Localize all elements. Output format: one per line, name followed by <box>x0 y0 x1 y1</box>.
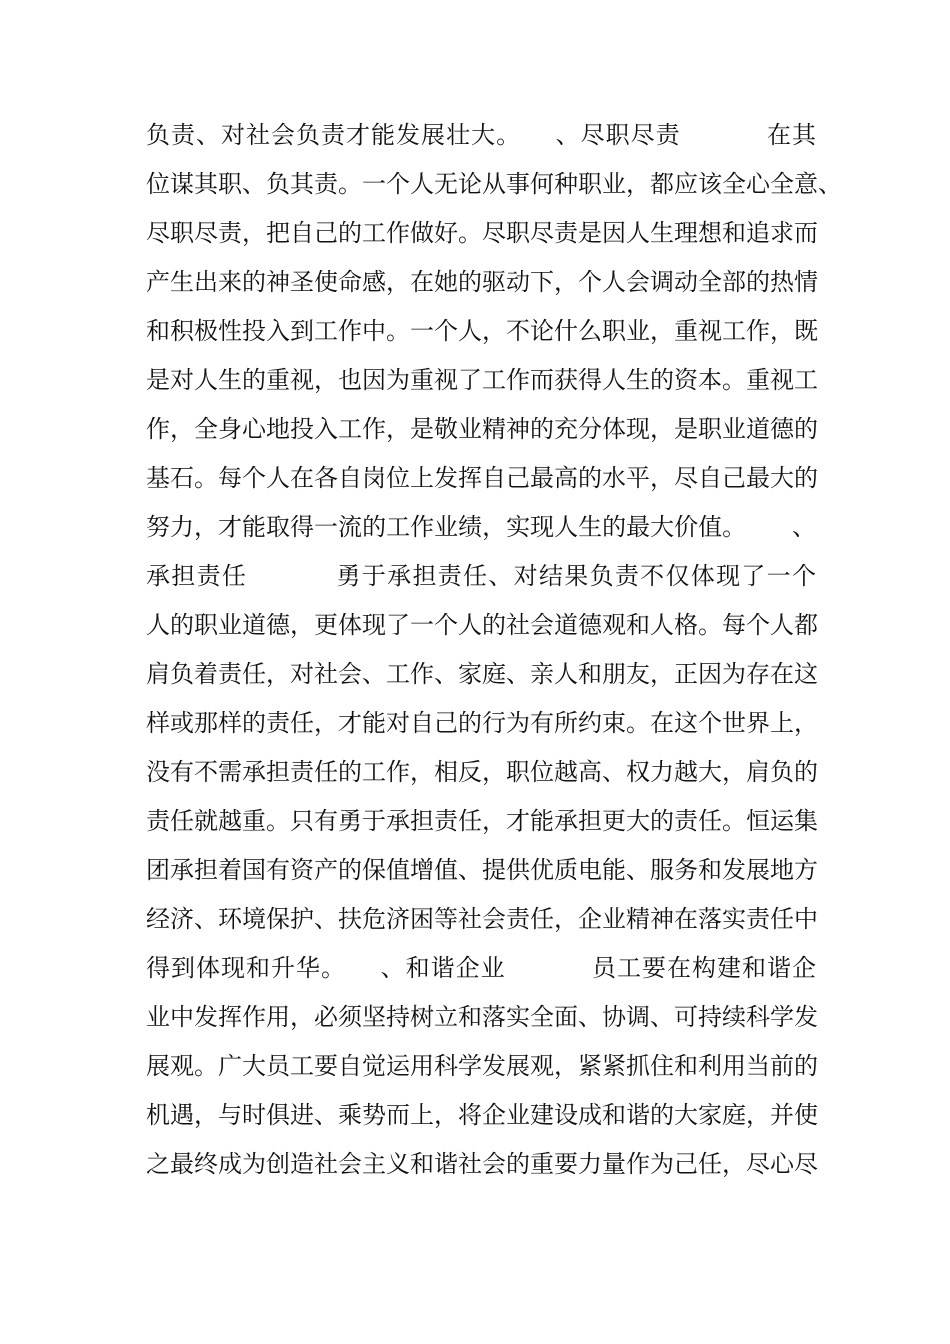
text-line: 得到体现和升华。 、和谐企业 员工要在构建和谐企 <box>146 954 816 982</box>
text-line: 没有不需承担责任的工作，相反，职位越高、权力越大，肩负的 <box>146 758 818 786</box>
text-line: 展观。广大员工要自觉运用科学发展观，紧紧抓住和利用当前的 <box>146 1052 818 1080</box>
text-line: 机遇，与时俱进、乘势而上，将企业建设成和谐的大家庭，并使 <box>146 1101 818 1129</box>
text-line: 尽职尽责，把自己的工作做好。尽职尽责是因人生理想和追求而 <box>146 219 818 247</box>
text-line: 负责、对社会负责才能发展壮大。 、尽职尽责 在其 <box>146 121 816 149</box>
text-line: 肩负着责任，对社会、工作、家庭、亲人和朋友，正因为存在这 <box>146 660 818 688</box>
text-line: 样或那样的责任，才能对自己的行为有所约束。在这个世界上， <box>146 709 818 737</box>
text-line: 和积极性投入到工作中。一个人，不论什么职业，重视工作，既 <box>146 317 818 345</box>
text-line: 人的职业道德，更体现了一个人的社会道德观和人格。每个人都 <box>146 611 818 639</box>
text-line: 业中发挥作用，必须坚持树立和落实全面、协调、可持续科学发 <box>146 1003 818 1031</box>
text-line: 努力，才能取得一流的工作业绩，实现人生的最大价值。 、 <box>146 513 816 541</box>
text-line: 作，全身心地投入工作，是敬业精神的充分体现，是职业道德的 <box>146 415 818 443</box>
text-line: 团承担着国有资产的保值增值、提供优质电能、服务和发展地方 <box>146 856 818 884</box>
text-line: 基石。每个人在各自岗位上发挥自己最高的水平，尽自己最大的 <box>146 464 818 492</box>
text-line: 之最终成为创造社会主义和谐社会的重要力量作为己任，尽心尽 <box>146 1150 818 1178</box>
text-line: 经济、环境保护、扶危济困等社会责任，企业精神在落实责任中 <box>146 905 818 933</box>
text-line: 责任就越重。只有勇于承担责任，才能承担更大的责任。恒运集 <box>146 807 818 835</box>
text-line: 产生出来的神圣使命感，在她的驱动下，个人会调动全部的热情 <box>146 268 818 296</box>
body-text <box>146 114 842 1192</box>
text-line: 是对人生的重视，也因为重视了工作而获得人生的资本。重视工 <box>146 366 818 394</box>
text-line: 承担责任 勇于承担责任、对结果负责不仅体现了一个 <box>146 562 816 590</box>
text-line: 位谋其职、负其责。一个人无论从事何种职业，都应该全心全意、 <box>146 170 842 198</box>
